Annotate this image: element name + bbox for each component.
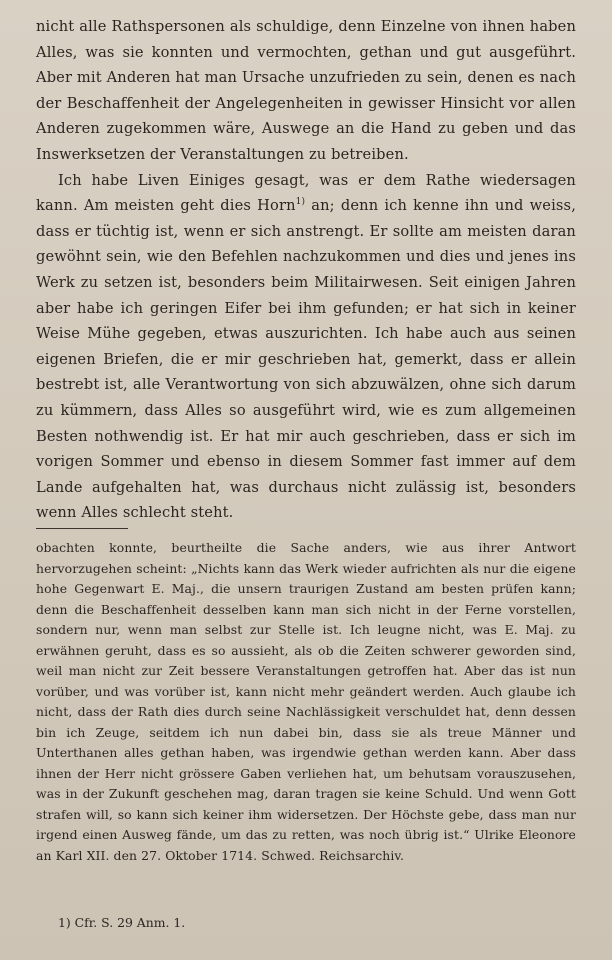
footnote-continuation-text: obachten konnte, beurtheilte die Sache anders, wie aus ihrer Antwort hervorzugehen scheint: „Nichts kann das Werk wieder aufrichten als nur die eigene hohe Gegenwart E. Maj., die unsern traurigen Zustand am besten prüfen kann; denn die Beschaffenheit desselben kann man sich nicht in der Ferne vorstellen, sondern nur, wenn man selbst zur Stelle ist. Ich leugne nicht, was E. Maj. zu erwähnen geruht, dass es so aussieht, als ob die Zeiten schwerer geworden sind, weil man nicht zur Zeit bessere Veranstaltungen getroffen hat. Aber das ist nun vorüber, und was vorüber ist, kann nicht mehr geändert werden. Auch glaube ich nicht, dass der Rath dies durch seine Nachlässigkeit verschuldet hat, denn dessen bin ich Zeuge, seitdem ich nun dabei bin, dass sie als treue Männer und Unterthanen alles gethan haben, was irgendwie gethan werden kann. Aber dass ihnen der Herr nicht grössere Gaben verliehen hat, um behutsam vorauszusehen, was in der Zukunft geschehen mag, daran tragen sie keine Schuld. Und wenn Gott strafen will, so kann sich keiner ihm widersetzen. Der Höchste gebe, dass man nur irgend einen Ausweg fände, um das zu retten, was noch übrig ist.“ Ulrike Eleonore an Karl XII. den 27. Oktober 1714. Schwed. Reichsarchiv. [36, 540, 576, 863]
main-text [36, 14, 576, 526]
footnote-continuation [36, 538, 576, 866]
paragraph-liven [36, 168, 576, 526]
footnote-divider [36, 528, 128, 529]
paragraph-liven-rest: an; denn ich kenne ihn und weiss, dass er tüchtig ist, wenn er sich anstrengt. Er sollte am meisten daran gewöhnt sein, wie den Befehlen nachzukommen und dies und jenes ins Werk zu setzen ist, besonders beim Militairwesen. Seit einigen Jahren aber habe ich geringen Eifer bei ihm gefunden; er hat sich in keiner Weise Mühe gegeben, etwas auszurichten. Ich habe auch aus seinen eigenen Briefen, die er mir geschrieben hat, gemerkt, dass er allein bestrebt ist, alle Verantwortung von sich abzuwälzen, ohne sich darum zu kümmern, dass Alles so ausgeführt wird, wie es zum allgemeinen Besten nothwendig ist. Er hat mir auch geschrieben, dass er sich im vorigen Sommer und ebenso in diesem Sommer fast immer auf dem Lande aufgehalten hat, was durchaus nicht zulässig ist, besonders wenn Alles schlecht steht. [36, 197, 576, 522]
footnote-reference: 1) [295, 197, 306, 208]
footnote: 1) Cfr. S. 29 Anm. 1. [58, 915, 186, 930]
paragraph-liven-start: Ich habe Liven Einiges gesagt, was er dem Rathe wiedersagen kann. Am meisten geht dies Horn [36, 171, 576, 215]
paragraph-continuation: nicht alle Rathspersonen als schuldige, denn Einzelne von ihnen haben Alles, was sie konnten und vermochten, gethan und gut ausgeführt. Aber mit Anderen hat man Ursache unzufrieden zu sein, denen es nach der Beschaffenheit der Angelegenheiten in gewisser Hinsicht vor allen Anderen zugekommen wäre, Auswege an die Hand zu geben und das Inswerksetzen der Veranstaltungen zu betreiben. [36, 18, 576, 163]
